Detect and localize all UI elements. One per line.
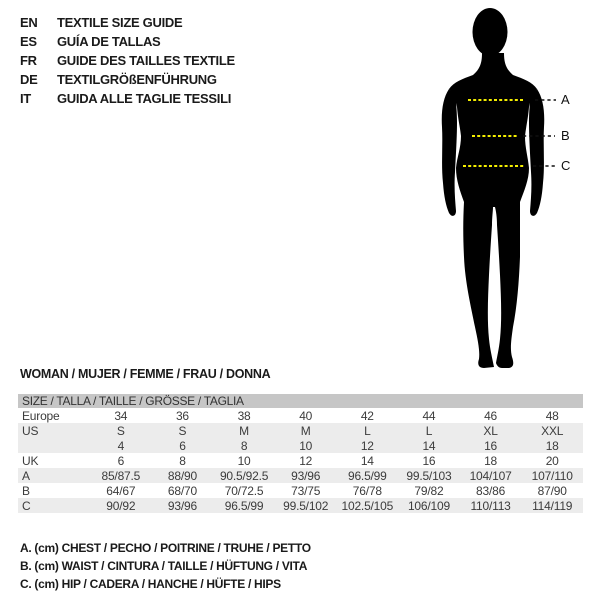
table-cell: L (425, 423, 433, 438)
language-code: EN (20, 15, 38, 30)
table-cell: 10 (237, 453, 251, 468)
table-cell: 64/67 (106, 483, 136, 498)
language-guide-row (20, 89, 235, 108)
silhouette-head (473, 8, 508, 56)
table-cell: M (300, 423, 311, 438)
table-row-label: A (22, 468, 30, 483)
language-guide-title: TEXTILGRÖßENFÜHRUNG (57, 72, 217, 87)
table-cell: 73/75 (291, 483, 321, 498)
table-cell: S (178, 423, 187, 438)
size-table-header (18, 394, 583, 408)
woman-silhouette-figure (430, 5, 600, 370)
table-cell: 18 (545, 438, 559, 453)
table-row (18, 408, 583, 423)
measure-label-waist: B (561, 128, 570, 143)
table-cell: 48 (545, 408, 559, 423)
language-guide-title: GUIDA ALLE TAGLIE TESSILI (57, 91, 232, 106)
table-cell: 106/109 (407, 498, 450, 513)
table-row-label: C (22, 498, 31, 513)
table-cell: 6 (179, 438, 186, 453)
silhouette-body (449, 53, 537, 368)
table-cell: 96.5/99 (347, 468, 387, 483)
table-cell: XL (483, 423, 498, 438)
table-cell: 18 (484, 453, 498, 468)
table-cell: S (116, 423, 125, 438)
table-cell: 34 (114, 408, 128, 423)
table-cell: 40 (299, 408, 313, 423)
table-row-label: UK (22, 453, 39, 468)
table-row-label: B (22, 483, 30, 498)
table-cell: 8 (240, 438, 248, 453)
language-guide-list (20, 13, 235, 108)
language-code: ES (20, 34, 37, 49)
table-cell: 79/82 (414, 483, 444, 498)
table-row-label: Europe (22, 408, 60, 423)
table-cell: 107/110 (531, 468, 573, 483)
table-cell: 93/96 (167, 498, 197, 513)
legend-line: C. (cm) HIP / CADERA / HANCHE / HÜFTE / HIPS (20, 577, 281, 591)
language-guide-row (20, 70, 235, 89)
language-guide-row (20, 13, 235, 32)
silhouette-left-arm (442, 89, 457, 216)
table-cell: 12 (360, 438, 374, 453)
language-guide-row (20, 32, 235, 51)
silhouette-right-arm (529, 89, 544, 216)
table-cell: 14 (422, 438, 436, 453)
table-cell: 88/90 (167, 468, 197, 483)
table-cell: M (239, 423, 249, 438)
table-cell: 93/96 (291, 468, 321, 483)
table-cell: 76/78 (352, 483, 382, 498)
table-row (18, 498, 583, 513)
table-cell: 38 (237, 408, 251, 423)
table-cell: 90/92 (106, 498, 136, 513)
size-table (18, 394, 583, 513)
table-row-label: US (22, 423, 39, 438)
language-code: FR (20, 53, 37, 68)
measure-label-hip: C (561, 158, 571, 173)
language-guide-row (20, 51, 235, 70)
language-code: IT (20, 91, 31, 106)
table-row (18, 423, 583, 438)
language-guide-title: GUÍA DE TALLAS (57, 34, 161, 49)
table-cell: 99.5/103 (406, 468, 452, 483)
table-cell: 46 (484, 408, 498, 423)
table-cell: 90.5/92.5 (219, 468, 269, 483)
language-guide-title: TEXTILE SIZE GUIDE (57, 15, 183, 30)
table-cell: XXL (541, 423, 564, 438)
table-cell: 12 (299, 453, 313, 468)
table-cell: 20 (545, 453, 559, 468)
table-row (18, 468, 583, 483)
table-cell: 42 (360, 408, 374, 423)
table-cell: 102.5/105 (341, 498, 394, 513)
table-cell: 68/70 (167, 483, 197, 498)
table-cell: 87/90 (537, 483, 567, 498)
table-cell: 114/119 (532, 498, 573, 513)
table-cell: 104/107 (469, 468, 512, 483)
table-cell: 99.5/102 (283, 498, 329, 513)
table-cell: 83/86 (476, 483, 506, 498)
size-table-header-label: SIZE / TALLA / TAILLE / GRÖSSE / TAGLIA (22, 394, 244, 408)
table-cell: 6 (117, 453, 125, 468)
table-cell: 70/72.5 (224, 483, 264, 498)
table-cell: 85/87.5 (101, 468, 141, 483)
size-table-body (18, 408, 583, 513)
legend-line: A. (cm) CHEST / PECHO / POITRINE / TRUHE / PETTO (20, 541, 311, 555)
table-cell: 36 (175, 408, 189, 423)
table-cell: 4 (117, 438, 125, 453)
table-row (18, 483, 583, 498)
table-cell: 16 (422, 453, 436, 468)
table-cell: 44 (422, 408, 436, 423)
measurement-legend (20, 541, 311, 595)
table-cell: 96.5/99 (224, 498, 264, 513)
measure-label-chest: A (561, 92, 570, 107)
table-row (18, 438, 583, 453)
table-cell: 16 (484, 438, 498, 453)
table-cell: 10 (299, 438, 313, 453)
language-code: DE (20, 72, 38, 87)
language-guide-title: GUIDE DES TAILLES TEXTILE (57, 53, 235, 68)
table-cell: 14 (360, 453, 374, 468)
section-title-woman: WOMAN / MUJER / FEMME / FRAU / DONNA (20, 367, 271, 381)
table-cell: L (364, 423, 371, 438)
legend-line: B. (cm) WAIST / CINTURA / TAILLE / HÜFTUNG / VITA (20, 559, 308, 573)
table-row (18, 453, 583, 468)
table-cell: 8 (179, 453, 186, 468)
table-cell: 110/113 (470, 498, 511, 513)
